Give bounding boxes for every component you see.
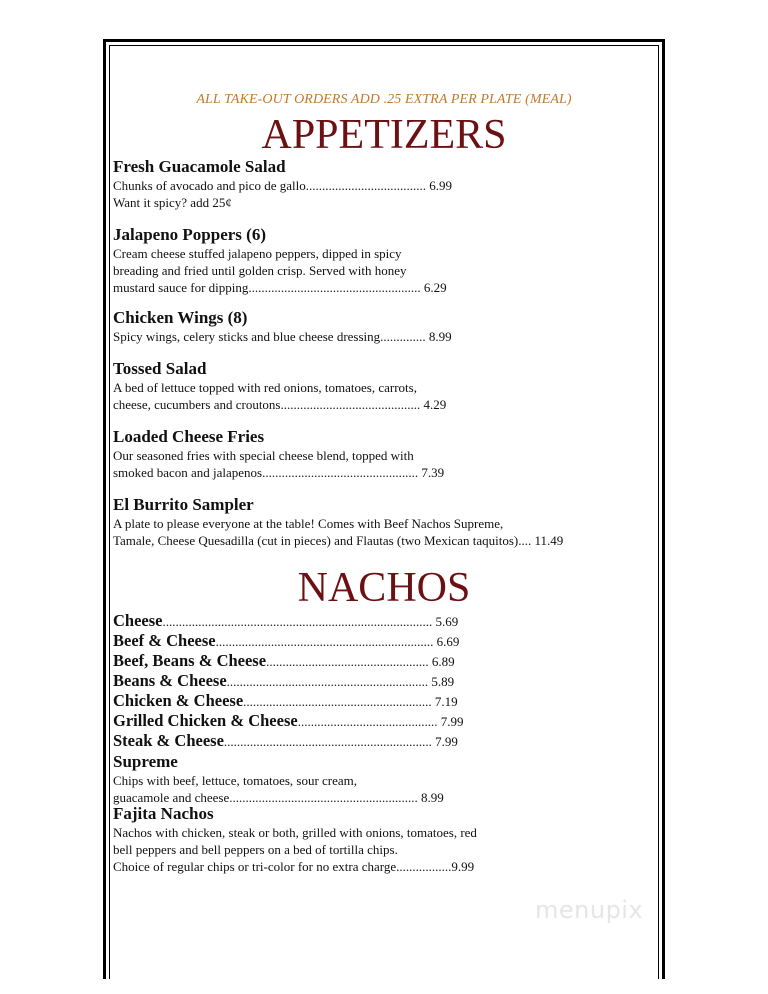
menu-item-loaded-cheese-fries — [113, 427, 613, 481]
item-price: 6.69 — [433, 634, 460, 649]
menupix-watermark: menupix — [535, 896, 644, 924]
item-leader-dots: ................................................................... — [215, 634, 434, 649]
item-leader-dots: ................................................................................... — [162, 614, 433, 629]
item-price: 5.89 — [428, 674, 455, 689]
menu-item-nachos-beef-cheese — [113, 631, 533, 652]
item-description-line: Spicy wings, celery sticks and blue cheese dressing.............. 8.99 — [113, 329, 452, 344]
item-leader-dots: ........................................... — [297, 714, 438, 729]
item-description-line: Tamale, Cheese Quesadilla (cut in pieces) and Flautas (two Mexican taquitos).... 11.49 — [113, 533, 564, 548]
item-description-line: Chunks of avocado and pico de gallo..................................... 6.99 — [113, 178, 453, 193]
menu-item-nachos-steak-cheese — [113, 731, 533, 752]
menu-item-tossed-salad — [113, 359, 613, 413]
item-name: Cheese — [113, 611, 163, 630]
item-price: 7.99 — [431, 734, 458, 749]
item-price: 7.19 — [431, 694, 458, 709]
menu-item-chicken-wings — [113, 308, 613, 345]
menu-item-nachos-beef-beans-cheese — [113, 651, 533, 672]
menu-item-nachos-cheese — [113, 611, 533, 632]
menu-item-fresh-guacamole-salad — [113, 157, 613, 211]
item-leader-dots: .......................................................... — [243, 694, 432, 709]
item-description-line: Cream cheese stuffed jalapeno peppers, dipped in spicy — [113, 246, 402, 261]
item-name: Chicken & Cheese — [113, 691, 244, 710]
item-description-line: Our seasoned fries with special cheese blend, topped with — [113, 448, 414, 463]
item-leader-dots: .............................................................. — [226, 674, 429, 689]
item-name: Beans & Cheese — [113, 671, 227, 690]
item-description-line: mustard sauce for dipping..................................................... 6.29 — [113, 280, 447, 295]
item-name: Steak & Cheese — [113, 731, 224, 750]
menu-item-jalapeno-poppers — [113, 225, 613, 296]
item-price: 6.89 — [428, 654, 455, 669]
menu-item-el-burrito-sampler — [113, 495, 673, 549]
takeout-notice: ALL TAKE-OUT ORDERS ADD .25 EXTRA PER PLATE (MEAL) — [196, 92, 572, 107]
item-name: Beef & Cheese — [113, 631, 216, 650]
item-name: Supreme — [113, 752, 178, 771]
item-price: 5.69 — [432, 614, 459, 629]
item-description-line: A bed of lettuce topped with red onions, tomatoes, carrots, — [113, 380, 417, 395]
item-description-line: breading and fried until golden crisp. Served with honey — [113, 263, 407, 278]
menu-item-nachos-grilled-chicken-cheese — [113, 711, 533, 732]
nachos-heading: NACHOS — [297, 565, 471, 611]
menu-item-fajita-nachos — [113, 804, 613, 875]
menu-item-nachos-chicken-cheese — [113, 691, 533, 712]
item-description-line: A plate to please everyone at the table! Comes with Beef Nachos Supreme, — [113, 516, 504, 531]
item-price: 7.99 — [437, 714, 464, 729]
item-description-line: cheese, cucumbers and croutons........................................... 4.29 — [113, 397, 447, 412]
appetizers-heading: APPETIZERS — [261, 112, 507, 158]
item-name: Fresh Guacamole Salad — [113, 157, 286, 176]
menu-item-nachos-supreme — [113, 752, 613, 806]
item-name: Grilled Chicken & Cheese — [113, 711, 298, 730]
item-description-line: Choice of regular chips or tri-color for no extra charge.................9.99 — [113, 859, 475, 874]
item-description-line: guacamole and cheese.......................................................... 8.99 — [113, 790, 444, 805]
item-name: Chicken Wings (8) — [113, 308, 248, 327]
item-name: Tossed Salad — [113, 359, 207, 378]
item-description-line: smoked bacon and jalapenos................................................ 7.39 — [113, 465, 445, 480]
item-name: Jalapeno Poppers (6) — [113, 225, 266, 244]
item-leader-dots: .................................................. — [266, 654, 429, 669]
item-description-line: Want it spicy? add 25¢ — [113, 195, 232, 210]
item-description-line: Chips with beef, lettuce, tomatoes, sour cream, — [113, 773, 358, 788]
menu-item-nachos-beans-cheese — [113, 671, 533, 692]
item-name: Beef, Beans & Cheese — [113, 651, 267, 670]
item-name: Loaded Cheese Fries — [113, 427, 265, 446]
item-leader-dots: ................................................................ — [223, 734, 432, 749]
item-name: El Burrito Sampler — [113, 495, 254, 514]
item-description-line: Nachos with chicken, steak or both, grilled with onions, tomatoes, red — [113, 825, 477, 840]
item-description-line: bell peppers and bell peppers on a bed of tortilla chips. — [113, 842, 398, 857]
item-name: Fajita Nachos — [113, 804, 214, 823]
